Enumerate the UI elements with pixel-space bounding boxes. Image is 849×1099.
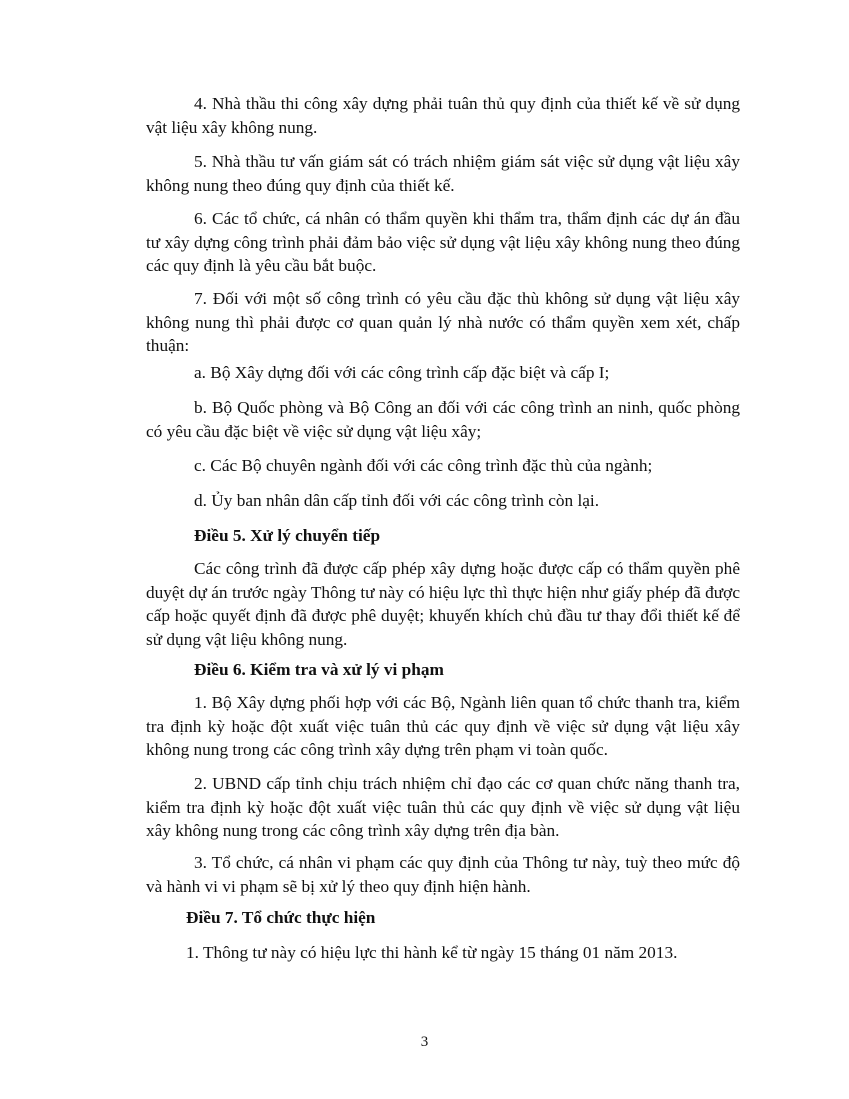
paragraph-item-7b: b. Bộ Quốc phòng và Bộ Công an đối với các công trình an ninh, quốc phòng có yêu cầu đặc biệt về việc sử dụng vật liệu xây; <box>146 398 740 441</box>
paragraph-item-6: 6. Các tổ chức, cá nhân có thẩm quyền khi thẩm tra, thẩm định các dự án đầu tư xây dựng công trình phải đảm bảo việc sử dụng vật liệu xây không nung theo đúng các quy định là yêu cầu bắt buộc. <box>146 209 740 275</box>
article-5-heading: Điều 5. Xử lý chuyển tiếp <box>194 526 381 545</box>
article-6-heading: Điều 6. Kiểm tra và xử lý vi phạm <box>194 660 444 679</box>
paragraph-item-7a: a. Bộ Xây dựng đối với các công trình cấp đặc biệt và cấp I; <box>194 363 610 382</box>
article-6-item-3: 3. Tổ chức, cá nhân vi phạm các quy định của Thông tư này, tuỳ theo mức độ và hành vi vi phạm sẽ bị xử lý theo quy định hiện hành. <box>146 853 740 896</box>
paragraph-item-5: 5. Nhà thầu tư vấn giám sát có trách nhiệm giám sát việc sử dụng vật liệu xây không nung theo đúng quy định của thiết kế. <box>146 152 740 195</box>
paragraph-item-7d: d. Ủy ban nhân dân cấp tỉnh đối với các công trình còn lại. <box>194 491 600 510</box>
paragraph-item-7: 7. Đối với một số công trình có yêu cầu đặc thù không sử dụng vật liệu xây không nung thì phải được cơ quan quản lý nhà nước có thẩm quyền xem xét, chấp thuận: <box>146 289 740 355</box>
article-5-paragraph: Các công trình đã được cấp phép xây dựng hoặc được cấp có thẩm quyền phê duyệt dự án trước ngày Thông tư này có hiệu lực thì thực hiện như giấy phép đã được cấp hoặc quyết định đã được phê duyệt; khuyến khích chủ đầu tư thay đổi thiết kế để sử dụng vật liệu không nung. <box>146 559 740 649</box>
paragraph-item-4: 4. Nhà thầu thi công xây dựng phải tuân thủ quy định của thiết kế về sử dụng vật liệu xây không nung. <box>146 94 740 137</box>
article-7-heading: Điều 7. Tổ chức thực hiện <box>186 908 376 927</box>
article-6-item-1: 1. Bộ Xây dựng phối hợp với các Bộ, Ngành liên quan tổ chức thanh tra, kiểm tra định kỳ hoặc đột xuất việc tuân thủ các quy định về việc sử dụng vật liệu xây không nung trong các công trình xây dựng trên phạm vi toàn quốc. <box>146 693 740 759</box>
article-6-item-2: 2. UBND cấp tỉnh chịu trách nhiệm chỉ đạo các cơ quan chức năng thanh tra, kiểm tra định kỳ hoặc đột xuất việc tuân thủ các quy định về việc sử dụng vật liệu xây không nung trong các công trình xây dựng trên địa bàn. <box>146 774 740 840</box>
page-number: 3 <box>420 1034 429 1050</box>
paragraph-item-7c: c. Các Bộ chuyên ngành đối với các công trình đặc thù của ngành; <box>194 456 653 475</box>
article-7-item-1: 1. Thông tư này có hiệu lực thi hành kể từ ngày 15 tháng 01 năm 2013. <box>186 943 678 962</box>
